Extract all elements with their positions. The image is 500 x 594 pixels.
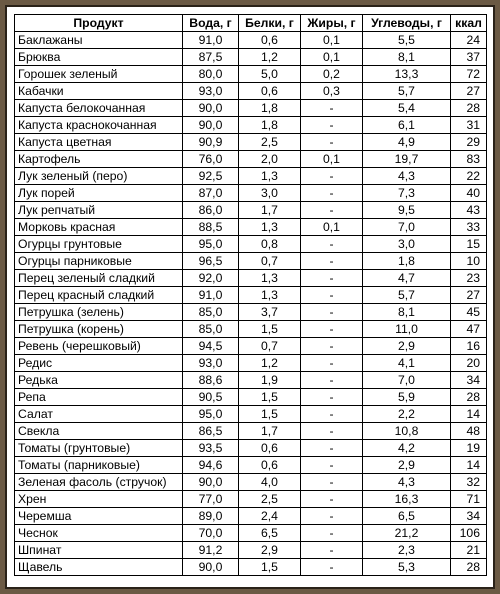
table-row [15, 202, 487, 219]
cell-product: Репа [15, 389, 183, 406]
header-carbs: Углеводы, г [363, 15, 451, 32]
cell-protein: 1,5 [239, 406, 301, 423]
cell-kcal: 48 [451, 423, 487, 440]
cell-carbs: 16,3 [363, 491, 451, 508]
table-row [15, 66, 487, 83]
cell-protein: 6,5 [239, 525, 301, 542]
cell-protein: 1,8 [239, 117, 301, 134]
cell-fat: - [301, 270, 363, 287]
cell-kcal: 40 [451, 185, 487, 202]
cell-carbs: 6,5 [363, 508, 451, 525]
cell-carbs: 3,0 [363, 236, 451, 253]
cell-protein: 0,7 [239, 253, 301, 270]
cell-fat: - [301, 440, 363, 457]
cell-protein: 1,2 [239, 49, 301, 66]
table-row [15, 236, 487, 253]
cell-protein: 0,6 [239, 457, 301, 474]
cell-fat: - [301, 508, 363, 525]
cell-carbs: 5,7 [363, 83, 451, 100]
table-row [15, 49, 487, 66]
cell-water: 87,0 [183, 185, 239, 202]
cell-protein: 1,5 [239, 321, 301, 338]
header-product: Продукт [15, 15, 183, 32]
cell-product: Шпинат [15, 542, 183, 559]
cell-water: 90,0 [183, 559, 239, 576]
cell-carbs: 21,2 [363, 525, 451, 542]
cell-fat: - [301, 287, 363, 304]
cell-water: 91,0 [183, 32, 239, 49]
cell-kcal: 29 [451, 134, 487, 151]
cell-carbs: 2,9 [363, 457, 451, 474]
cell-carbs: 8,1 [363, 304, 451, 321]
cell-water: 90,0 [183, 100, 239, 117]
cell-carbs: 4,3 [363, 474, 451, 491]
cell-kcal: 34 [451, 508, 487, 525]
table-row [15, 338, 487, 355]
cell-kcal: 10 [451, 253, 487, 270]
cell-fat: - [301, 321, 363, 338]
cell-product: Петрушка (зелень) [15, 304, 183, 321]
cell-carbs: 4,9 [363, 134, 451, 151]
cell-water: 91,0 [183, 287, 239, 304]
cell-water: 95,0 [183, 406, 239, 423]
cell-protein: 1,3 [239, 270, 301, 287]
cell-product: Салат [15, 406, 183, 423]
cell-product: Картофель [15, 151, 183, 168]
cell-kcal: 15 [451, 236, 487, 253]
cell-product: Лук репчатый [15, 202, 183, 219]
cell-carbs: 7,0 [363, 219, 451, 236]
cell-water: 90,0 [183, 117, 239, 134]
cell-water: 90,0 [183, 474, 239, 491]
cell-kcal: 32 [451, 474, 487, 491]
table-row [15, 525, 487, 542]
cell-carbs: 7,0 [363, 372, 451, 389]
cell-water: 93,0 [183, 355, 239, 372]
cell-fat: - [301, 389, 363, 406]
cell-fat: - [301, 542, 363, 559]
cell-fat: 0,1 [301, 49, 363, 66]
cell-product: Кабачки [15, 83, 183, 100]
table-row [15, 83, 487, 100]
cell-protein: 2,4 [239, 508, 301, 525]
table-row [15, 559, 487, 576]
table-row [15, 270, 487, 287]
cell-product: Редис [15, 355, 183, 372]
cell-fat: - [301, 372, 363, 389]
cell-product: Перец красный сладкий [15, 287, 183, 304]
cell-kcal: 24 [451, 32, 487, 49]
cell-protein: 4,0 [239, 474, 301, 491]
cell-fat: - [301, 100, 363, 117]
cell-kcal: 27 [451, 83, 487, 100]
cell-water: 85,0 [183, 304, 239, 321]
header-fat: Жиры, г [301, 15, 363, 32]
cell-product: Морковь красная [15, 219, 183, 236]
cell-protein: 2,5 [239, 134, 301, 151]
cell-product: Горошек зеленый [15, 66, 183, 83]
cell-carbs: 19,7 [363, 151, 451, 168]
table-row [15, 355, 487, 372]
cell-kcal: 23 [451, 270, 487, 287]
cell-product: Чеснок [15, 525, 183, 542]
cell-water: 96,5 [183, 253, 239, 270]
cell-carbs: 6,1 [363, 117, 451, 134]
cell-water: 93,5 [183, 440, 239, 457]
cell-fat: - [301, 406, 363, 423]
cell-protein: 1,2 [239, 355, 301, 372]
table-row [15, 151, 487, 168]
cell-fat: - [301, 474, 363, 491]
cell-product: Перец зеленый сладкий [15, 270, 183, 287]
cell-protein: 1,5 [239, 559, 301, 576]
cell-protein: 0,6 [239, 83, 301, 100]
cell-protein: 0,6 [239, 440, 301, 457]
header-water: Вода, г [183, 15, 239, 32]
cell-fat: - [301, 457, 363, 474]
cell-water: 94,5 [183, 338, 239, 355]
table-row [15, 474, 487, 491]
cell-protein: 1,7 [239, 202, 301, 219]
cell-water: 90,5 [183, 389, 239, 406]
cell-kcal: 45 [451, 304, 487, 321]
table-row [15, 423, 487, 440]
cell-carbs: 5,9 [363, 389, 451, 406]
cell-kcal: 19 [451, 440, 487, 457]
table-row [15, 287, 487, 304]
header-kcal: ккал [451, 15, 487, 32]
cell-fat: 0,2 [301, 66, 363, 83]
cell-kcal: 14 [451, 457, 487, 474]
cell-carbs: 1,8 [363, 253, 451, 270]
cell-fat: 0,1 [301, 32, 363, 49]
cell-product: Лук зеленый (перо) [15, 168, 183, 185]
cell-water: 88,6 [183, 372, 239, 389]
table-row [15, 304, 487, 321]
cell-kcal: 14 [451, 406, 487, 423]
cell-fat: - [301, 423, 363, 440]
cell-water: 76,0 [183, 151, 239, 168]
cell-protein: 2,9 [239, 542, 301, 559]
cell-carbs: 11,0 [363, 321, 451, 338]
cell-water: 93,0 [183, 83, 239, 100]
table-body [15, 32, 487, 576]
table-row [15, 491, 487, 508]
cell-water: 90,9 [183, 134, 239, 151]
cell-protein: 1,5 [239, 389, 301, 406]
cell-carbs: 2,3 [363, 542, 451, 559]
cell-carbs: 4,2 [363, 440, 451, 457]
cell-product: Черемша [15, 508, 183, 525]
cell-carbs: 4,3 [363, 168, 451, 185]
cell-product: Зеленая фасоль (стручок) [15, 474, 183, 491]
table-row [15, 117, 487, 134]
table-row [15, 219, 487, 236]
cell-product: Томаты (грунтовые) [15, 440, 183, 457]
cell-carbs: 4,7 [363, 270, 451, 287]
cell-carbs: 2,2 [363, 406, 451, 423]
cell-fat: - [301, 134, 363, 151]
cell-fat: - [301, 117, 363, 134]
cell-protein: 2,0 [239, 151, 301, 168]
cell-kcal: 28 [451, 559, 487, 576]
cell-fat: 0,3 [301, 83, 363, 100]
cell-carbs: 4,1 [363, 355, 451, 372]
cell-product: Томаты (парниковые) [15, 457, 183, 474]
cell-protein: 1,3 [239, 219, 301, 236]
cell-kcal: 71 [451, 491, 487, 508]
cell-product: Редька [15, 372, 183, 389]
cell-kcal: 47 [451, 321, 487, 338]
cell-water: 86,5 [183, 423, 239, 440]
cell-water: 92,0 [183, 270, 239, 287]
cell-protein: 0,8 [239, 236, 301, 253]
cell-water: 70,0 [183, 525, 239, 542]
cell-kcal: 28 [451, 100, 487, 117]
table-row [15, 389, 487, 406]
cell-carbs: 5,3 [363, 559, 451, 576]
cell-water: 89,0 [183, 508, 239, 525]
cell-protein: 1,9 [239, 372, 301, 389]
cell-fat: - [301, 236, 363, 253]
cell-water: 92,5 [183, 168, 239, 185]
table-row [15, 457, 487, 474]
cell-protein: 5,0 [239, 66, 301, 83]
cell-product: Капуста цветная [15, 134, 183, 151]
cell-fat: - [301, 202, 363, 219]
cell-product: Щавель [15, 559, 183, 576]
cell-kcal: 72 [451, 66, 487, 83]
cell-protein: 3,0 [239, 185, 301, 202]
cell-protein: 2,5 [239, 491, 301, 508]
cell-fat: - [301, 338, 363, 355]
nutrition-table [14, 14, 487, 576]
cell-fat: - [301, 168, 363, 185]
table-row [15, 168, 487, 185]
cell-product: Хрен [15, 491, 183, 508]
cell-water: 80,0 [183, 66, 239, 83]
table-row [15, 185, 487, 202]
cell-carbs: 10,8 [363, 423, 451, 440]
cell-carbs: 8,1 [363, 49, 451, 66]
cell-protein: 1,3 [239, 168, 301, 185]
cell-fat: - [301, 253, 363, 270]
cell-product: Лук порей [15, 185, 183, 202]
cell-product: Огурцы парниковые [15, 253, 183, 270]
cell-kcal: 33 [451, 219, 487, 236]
table-row [15, 134, 487, 151]
cell-carbs: 2,9 [363, 338, 451, 355]
cell-fat: - [301, 355, 363, 372]
cell-protein: 1,8 [239, 100, 301, 117]
table-row [15, 542, 487, 559]
table-row [15, 440, 487, 457]
cell-product: Свекла [15, 423, 183, 440]
cell-water: 77,0 [183, 491, 239, 508]
cell-kcal: 83 [451, 151, 487, 168]
cell-product: Петрушка (корень) [15, 321, 183, 338]
cell-kcal: 22 [451, 168, 487, 185]
cell-water: 86,0 [183, 202, 239, 219]
cell-kcal: 20 [451, 355, 487, 372]
table-row [15, 253, 487, 270]
cell-fat: - [301, 491, 363, 508]
cell-kcal: 28 [451, 389, 487, 406]
cell-carbs: 5,4 [363, 100, 451, 117]
table-row [15, 100, 487, 117]
cell-product: Брюква [15, 49, 183, 66]
table-row [15, 321, 487, 338]
cell-water: 88,5 [183, 219, 239, 236]
cell-protein: 0,6 [239, 32, 301, 49]
cell-fat: 0,1 [301, 219, 363, 236]
cell-carbs: 7,3 [363, 185, 451, 202]
header-row [15, 15, 487, 32]
cell-product: Капуста белокочанная [15, 100, 183, 117]
cell-kcal: 37 [451, 49, 487, 66]
header-protein: Белки, г [239, 15, 301, 32]
cell-carbs: 13,3 [363, 66, 451, 83]
cell-fat: - [301, 525, 363, 542]
cell-protein: 3,7 [239, 304, 301, 321]
table-row [15, 406, 487, 423]
cell-fat: - [301, 304, 363, 321]
table-row [15, 508, 487, 525]
cell-product: Огурцы грунтовые [15, 236, 183, 253]
cell-kcal: 34 [451, 372, 487, 389]
table-row [15, 32, 487, 49]
cell-fat: - [301, 559, 363, 576]
cell-product: Капуста краснокочанная [15, 117, 183, 134]
cell-water: 85,0 [183, 321, 239, 338]
cell-water: 91,2 [183, 542, 239, 559]
cell-kcal: 21 [451, 542, 487, 559]
cell-fat: - [301, 185, 363, 202]
cell-carbs: 5,7 [363, 287, 451, 304]
cell-water: 94,6 [183, 457, 239, 474]
cell-water: 95,0 [183, 236, 239, 253]
cell-kcal: 106 [451, 525, 487, 542]
cell-protein: 1,3 [239, 287, 301, 304]
table-row [15, 372, 487, 389]
cell-carbs: 5,5 [363, 32, 451, 49]
cell-kcal: 16 [451, 338, 487, 355]
cell-fat: 0,1 [301, 151, 363, 168]
cell-product: Ревень (черешковый) [15, 338, 183, 355]
cell-protein: 0,7 [239, 338, 301, 355]
cell-product: Баклажаны [15, 32, 183, 49]
cell-carbs: 9,5 [363, 202, 451, 219]
cell-kcal: 27 [451, 287, 487, 304]
cell-water: 87,5 [183, 49, 239, 66]
cell-kcal: 43 [451, 202, 487, 219]
cell-protein: 1,7 [239, 423, 301, 440]
table-frame-inner [5, 5, 495, 589]
cell-kcal: 31 [451, 117, 487, 134]
